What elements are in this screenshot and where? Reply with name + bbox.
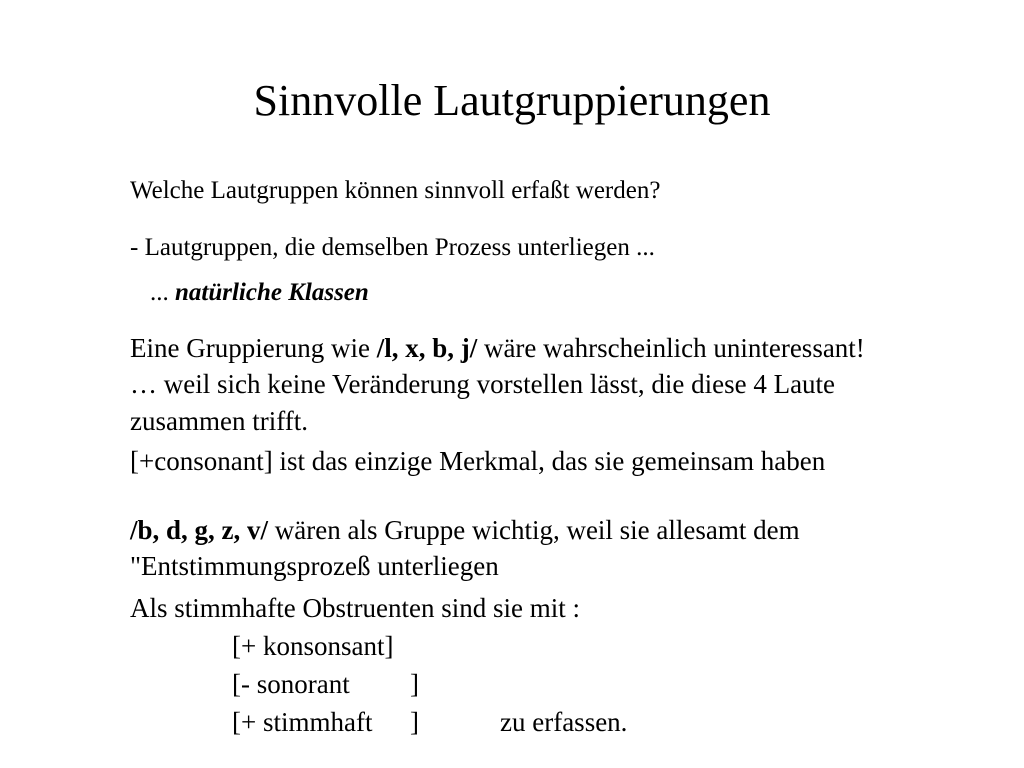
voiced-obstruents-line <box>130 590 580 626</box>
obstruent-group-line <box>130 512 800 548</box>
feature-sonorant <box>232 666 419 702</box>
together-text: zusammen trifft. <box>130 406 308 436</box>
feature-sonorant-bracket: ] <box>410 669 419 699</box>
feature-voiced-bracket: ] <box>410 707 419 737</box>
feature-voiced <box>232 704 627 740</box>
grouping-suffix: wäre wahrscheinlich uninteressant! <box>477 333 865 363</box>
feature-sonorant-text: [- sonorant <box>232 669 350 699</box>
together-line <box>130 403 308 439</box>
process-line <box>130 230 655 266</box>
grouping-prefix: Eine Gruppierung wie <box>130 333 377 363</box>
consonant-line <box>130 443 825 479</box>
reason-text: … weil sich keine Veränderung vorstellen lässt, die diese 4 Laute <box>130 369 836 399</box>
feature-voiced-text: [+ stimmhaft <box>232 707 373 737</box>
feature-consonant-text: [+ konsonsant] <box>232 631 394 661</box>
obstruent-phonemes: /b, d, g, z, v/ <box>130 515 269 545</box>
process-text: - Lautgruppen, die demselben Prozess unterliegen ... <box>130 234 655 261</box>
obstruent-suffix: wären als Gruppe wichtig, weil sie allesamt dem <box>268 515 800 545</box>
feature-consonant <box>232 628 393 664</box>
consonant-text: [+consonant] ist das einzige Merkmal, das sie gemeinsam haben <box>130 446 826 476</box>
devoicing-text: "Entstimmungsprozeß unterliegen <box>130 551 499 581</box>
slide-title: Sinnvolle Lautgruppierungen <box>253 76 771 125</box>
reason-line <box>130 366 835 402</box>
natural-classes-text: natürliche Klassen <box>175 279 369 306</box>
devoicing-line <box>130 548 499 584</box>
grouping-phonemes: /l, x, b, j/ <box>376 333 478 363</box>
grouping-line <box>130 330 865 366</box>
ellipsis-text: ... <box>150 279 175 306</box>
question-text: Welche Lautgruppen können sinnvoll erfaßt werden? <box>130 177 661 204</box>
natural-classes-line <box>150 275 369 311</box>
voiced-obstruents-text: Als stimmhafte Obstruenten sind sie mit : <box>130 593 580 623</box>
capture-text: zu erfassen. <box>500 707 628 737</box>
question-line <box>130 173 660 209</box>
